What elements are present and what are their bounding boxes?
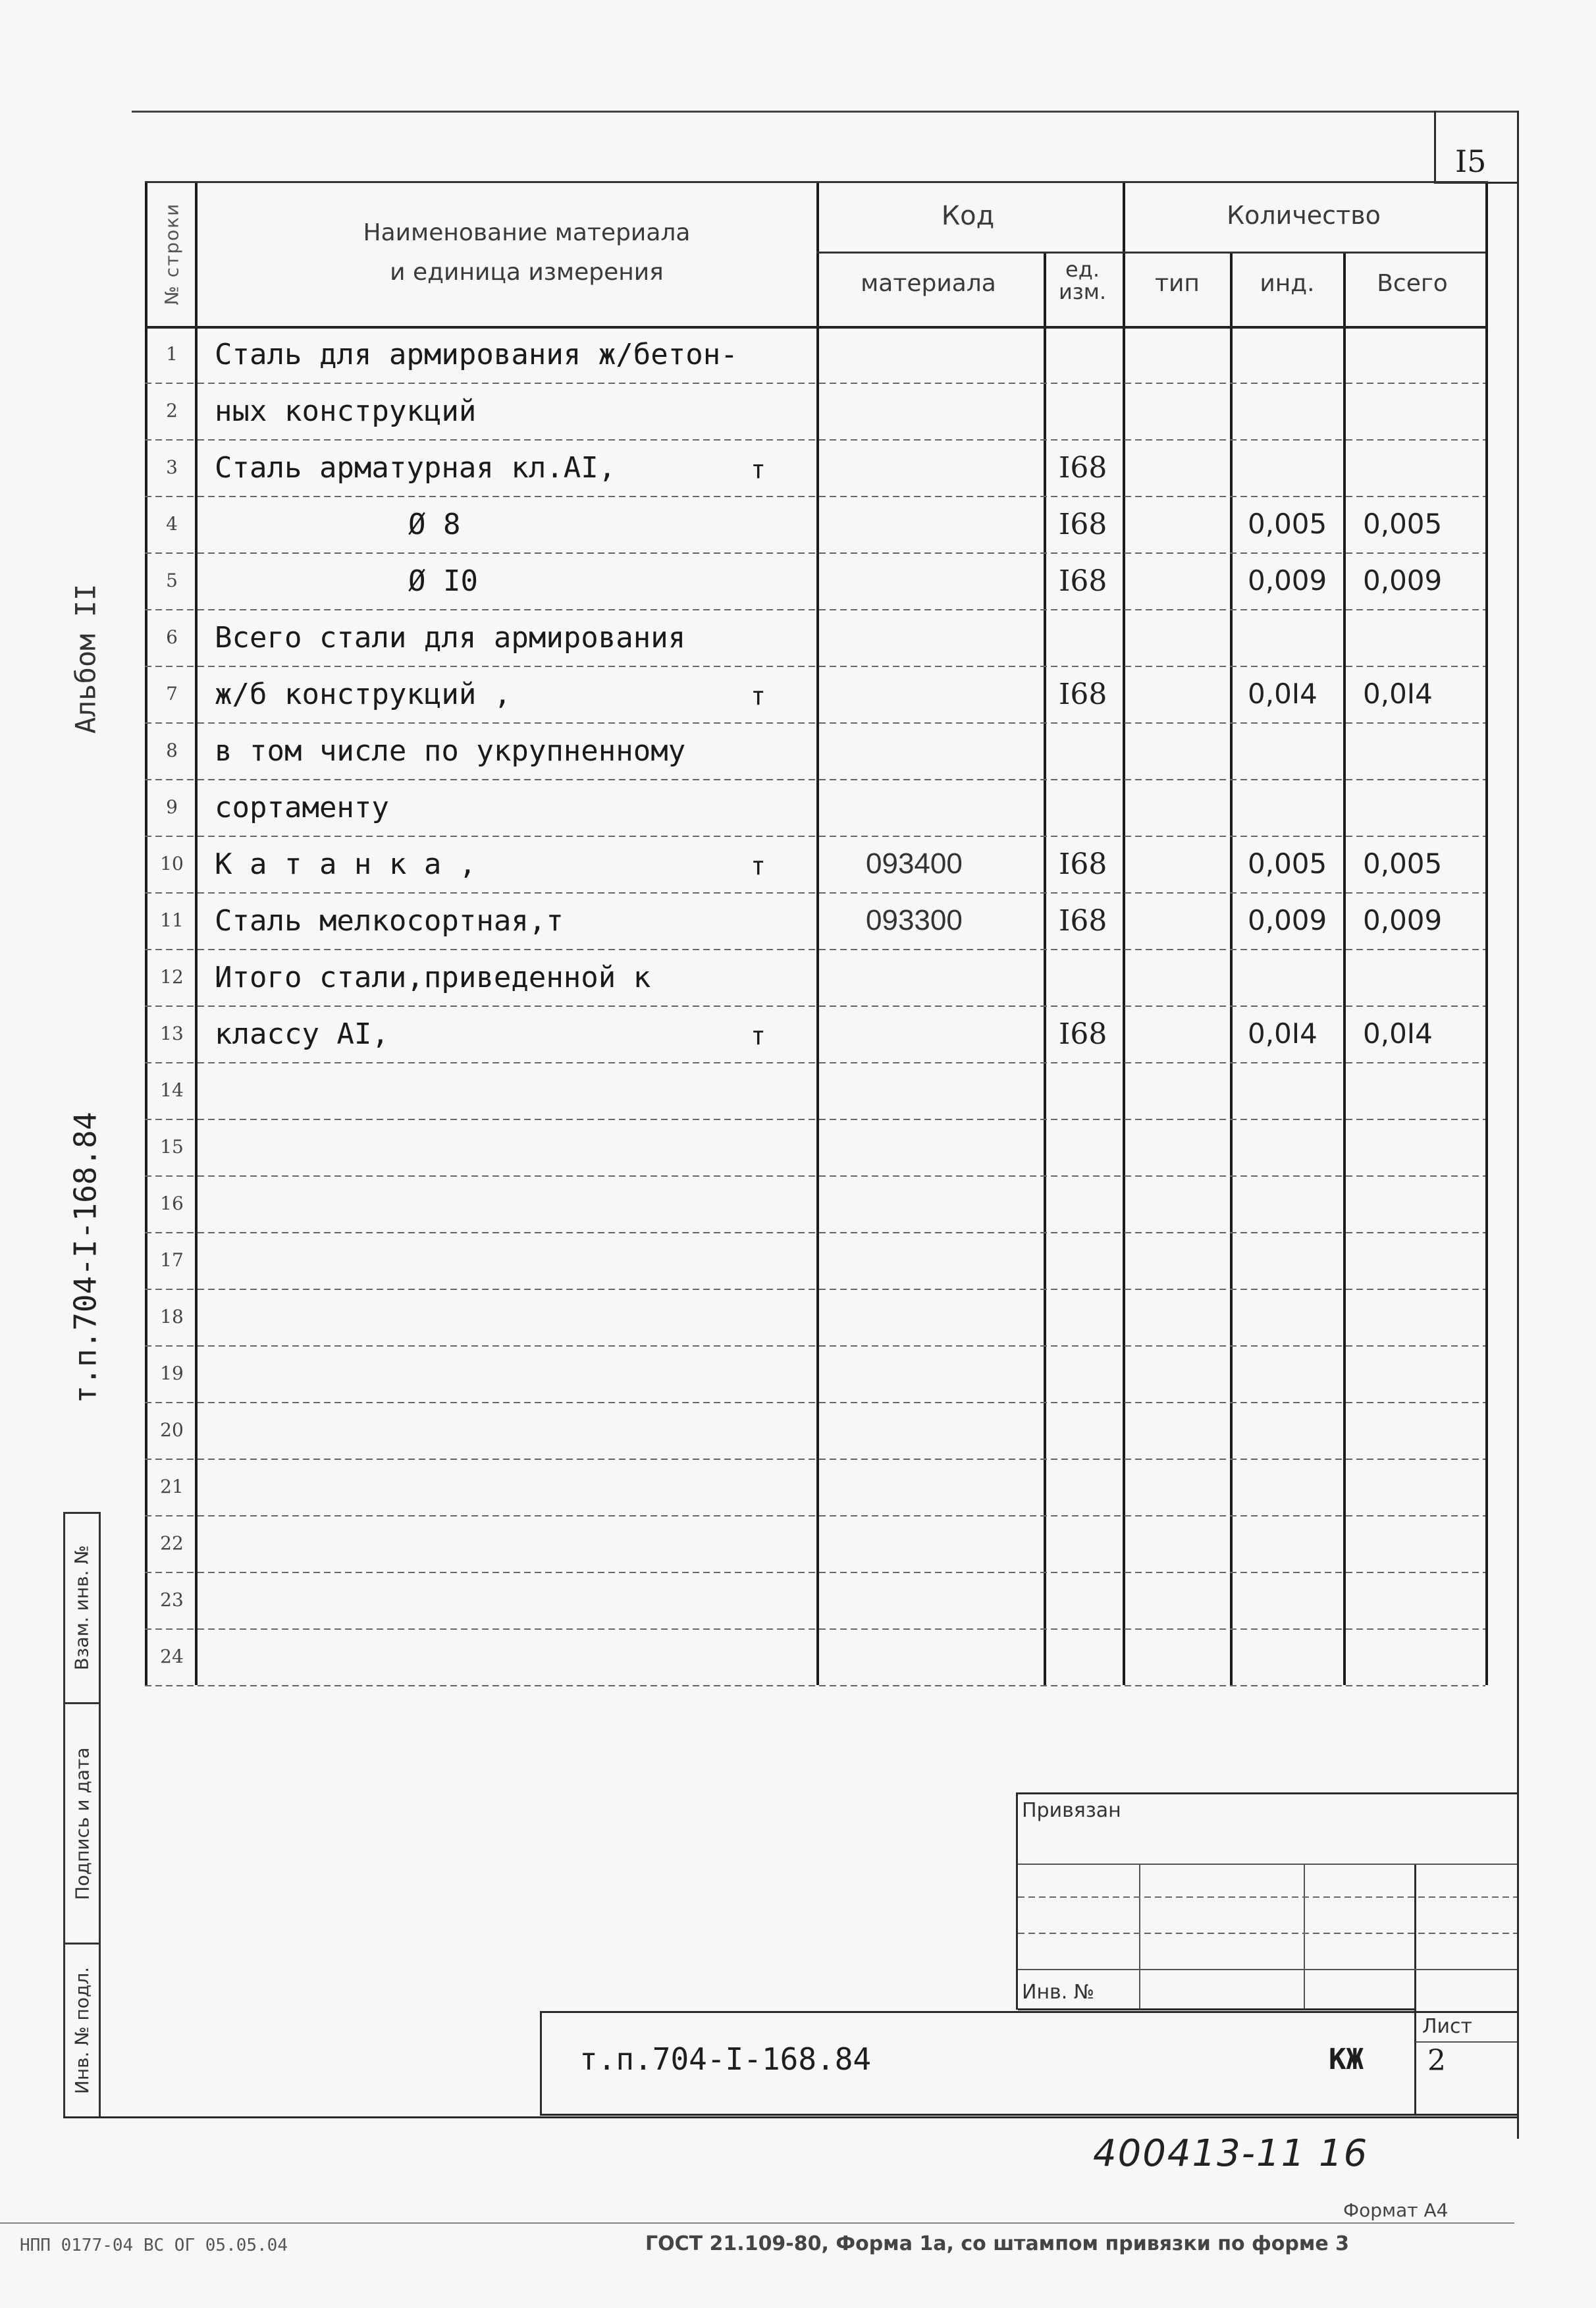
tb-line3 <box>1018 1933 1517 1934</box>
qty-ind-header: инд. <box>1260 270 1315 297</box>
row-number: 17 <box>160 1249 184 1271</box>
col-line-type <box>1230 252 1233 1685</box>
frame-top-line <box>132 111 1518 113</box>
row-number: 11 <box>160 909 184 931</box>
tb-col2 <box>1304 1864 1305 2010</box>
qty-individual: 0,0I4 <box>1248 678 1317 710</box>
row-separator <box>145 1232 1485 1233</box>
row-number: 10 <box>160 853 184 874</box>
row-number: 18 <box>160 1306 184 1328</box>
qty-total: 0,0I4 <box>1363 678 1433 710</box>
rows-label-header: № строки <box>161 202 183 305</box>
qty-individual: 0,009 <box>1248 564 1327 597</box>
unit-code: I68 <box>1059 678 1107 711</box>
sheet-number-value: 2 <box>1427 2044 1446 2078</box>
material-unit: т <box>751 682 766 711</box>
footer-left-text: НПП 0177-04 ВС ОГ 05.05.04 <box>20 2236 288 2255</box>
frame-right-line <box>1517 111 1519 2139</box>
material-name: Сталь арматурная кл.AI, <box>215 451 616 485</box>
qty-total: 0,0I4 <box>1363 1017 1433 1050</box>
unit-code: I68 <box>1059 904 1107 938</box>
material-name: Итого стали,приведенной к <box>215 961 651 994</box>
document-mark: КЖ <box>1329 2043 1364 2076</box>
row-number: 6 <box>166 626 178 648</box>
material-name: Ø 8 <box>408 508 461 541</box>
sheet-number: I5 <box>1455 144 1487 179</box>
tb-inv-line <box>1018 2008 1416 2010</box>
row-separator <box>145 1175 1485 1177</box>
row-separator <box>145 836 1485 837</box>
header-split-line <box>816 252 1485 254</box>
inv-label: Инв. № <box>1022 1981 1095 2004</box>
tb-main-bottom <box>540 2114 1517 2116</box>
footer-line <box>0 2222 1514 2224</box>
tb-main-left <box>540 2011 542 2115</box>
material-name: Ø I0 <box>408 564 478 598</box>
row-separator <box>145 1402 1485 1403</box>
tb-linked-left <box>1016 1792 1018 2010</box>
row-separator <box>145 1515 1485 1516</box>
row-separator <box>145 552 1485 554</box>
row-number: 12 <box>160 966 184 988</box>
material-name: классу AI, <box>215 1017 389 1051</box>
row-number: 8 <box>166 739 178 761</box>
material-name: ных конструкций <box>215 394 477 428</box>
row-separator <box>145 609 1485 610</box>
row-separator <box>145 1628 1485 1630</box>
row-number: 23 <box>160 1589 184 1611</box>
material-code: 093400 <box>866 847 963 880</box>
sheet-label: Лист <box>1422 2015 1473 2038</box>
field-inv-original: Инв. № подл. <box>71 1966 93 2095</box>
album-label: Альбом II <box>69 583 102 734</box>
tb-line2 <box>1018 1896 1517 1898</box>
tb-line1 <box>1018 1864 1517 1865</box>
field-replaced-inv: Взам. инв. № <box>71 1545 93 1671</box>
qty-individual: 0,005 <box>1248 508 1327 540</box>
row-number: 20 <box>160 1419 184 1441</box>
col-line-right <box>1485 181 1488 1685</box>
material-unit: т <box>751 455 766 484</box>
row-separator <box>145 949 1485 950</box>
qty-total: 0,009 <box>1363 904 1443 936</box>
tb-line4 <box>1018 1969 1517 1970</box>
material-name: Всего стали для армирования <box>215 621 686 655</box>
col-line-ind <box>1343 252 1346 1685</box>
unit-code: I68 <box>1059 847 1107 881</box>
row-number: 15 <box>160 1136 184 1158</box>
material-unit: т <box>751 851 766 880</box>
row-number: 2 <box>166 400 178 421</box>
row-number: 24 <box>160 1646 184 1667</box>
row-number: 21 <box>160 1476 184 1497</box>
row-separator <box>145 1006 1485 1007</box>
qty-total-header: Всего <box>1377 270 1448 297</box>
row-separator <box>145 892 1485 894</box>
row-number: 4 <box>166 513 178 535</box>
code-unit-header: ед. изм. <box>1058 257 1107 304</box>
material-name: сортаменту <box>215 791 389 824</box>
unit-code: I68 <box>1059 1017 1107 1051</box>
sheetno-box-left <box>1434 111 1436 183</box>
qty-individual: 0,005 <box>1248 847 1327 880</box>
unit-code: I68 <box>1059 564 1107 598</box>
row-separator <box>145 1289 1485 1290</box>
tb-col3 <box>1414 1864 1416 2114</box>
header-bottom-line <box>145 326 1488 329</box>
qty-total: 0,005 <box>1363 508 1443 540</box>
row-separator <box>145 779 1485 780</box>
row-number: 7 <box>166 683 178 705</box>
field-signature-date: Подпись и дата <box>71 1747 93 1900</box>
qty-type-header: тип <box>1155 270 1200 297</box>
row-separator <box>145 383 1485 384</box>
frame-bottom-line <box>63 2116 1518 2118</box>
handwritten-inventory: 400413-11 16 <box>1093 2132 1369 2175</box>
row-number: 1 <box>166 343 178 365</box>
material-name: К а т а н к а , <box>215 847 477 881</box>
linked-label: Привязан <box>1022 1799 1121 1822</box>
row-number: 19 <box>160 1362 184 1384</box>
name-header-line1: Наименование материала <box>363 219 691 246</box>
code-material-header: материала <box>861 270 996 297</box>
unit-code: I68 <box>1059 508 1107 541</box>
row-number: 5 <box>166 570 178 591</box>
tb-main-top <box>540 2011 1517 2013</box>
format-label: Формат А4 <box>1343 2199 1449 2221</box>
row-separator <box>145 722 1485 724</box>
qty-group-header: Количество <box>1227 201 1381 230</box>
row-separator <box>145 439 1485 441</box>
document-code: т.п.704-I-168.84 <box>579 2041 872 2077</box>
row-separator <box>145 1685 1485 1686</box>
row-number: 9 <box>166 796 178 818</box>
row-number: 14 <box>160 1079 184 1101</box>
col-line-unit <box>1044 252 1046 1685</box>
material-name: ж/б конструкций , <box>215 678 512 711</box>
row-number: 16 <box>160 1193 184 1214</box>
tb-col1 <box>1139 1864 1140 2010</box>
tb-linked-top <box>1016 1792 1517 1794</box>
row-number: 22 <box>160 1532 184 1554</box>
row-separator <box>145 1459 1485 1460</box>
row-separator <box>145 1572 1485 1573</box>
qty-total: 0,005 <box>1363 847 1443 880</box>
material-code: 093300 <box>866 904 963 936</box>
row-number: 3 <box>166 456 178 478</box>
row-number: 13 <box>160 1023 184 1044</box>
qty-individual: 0,0I4 <box>1248 1017 1317 1050</box>
footer-gost-text: ГОСТ 21.109-80, Форма 1а, со штампом привязки по форме 3 <box>645 2232 1350 2255</box>
code-group-header: Код <box>941 201 995 231</box>
project-code-side: т.п.704-I-168.84 <box>68 1112 104 1404</box>
row-separator <box>145 1119 1485 1120</box>
material-name: Сталь для армирования ж/бетон- <box>215 338 738 371</box>
unit-code: I68 <box>1059 451 1107 485</box>
material-name: Сталь мелкосортная,т <box>215 904 564 938</box>
row-separator <box>145 1062 1485 1063</box>
name-header-line2: и единица измерения <box>390 259 664 286</box>
header-top-line <box>145 181 1488 183</box>
row-separator <box>145 1345 1485 1347</box>
qty-total: 0,009 <box>1363 564 1443 597</box>
material-name: в том числе по укрупненному <box>215 734 686 768</box>
material-unit: т <box>751 1021 766 1050</box>
tb-sheet-divider <box>1416 2041 1517 2043</box>
row-separator <box>145 496 1485 497</box>
row-separator <box>145 666 1485 667</box>
qty-individual: 0,009 <box>1248 904 1327 936</box>
